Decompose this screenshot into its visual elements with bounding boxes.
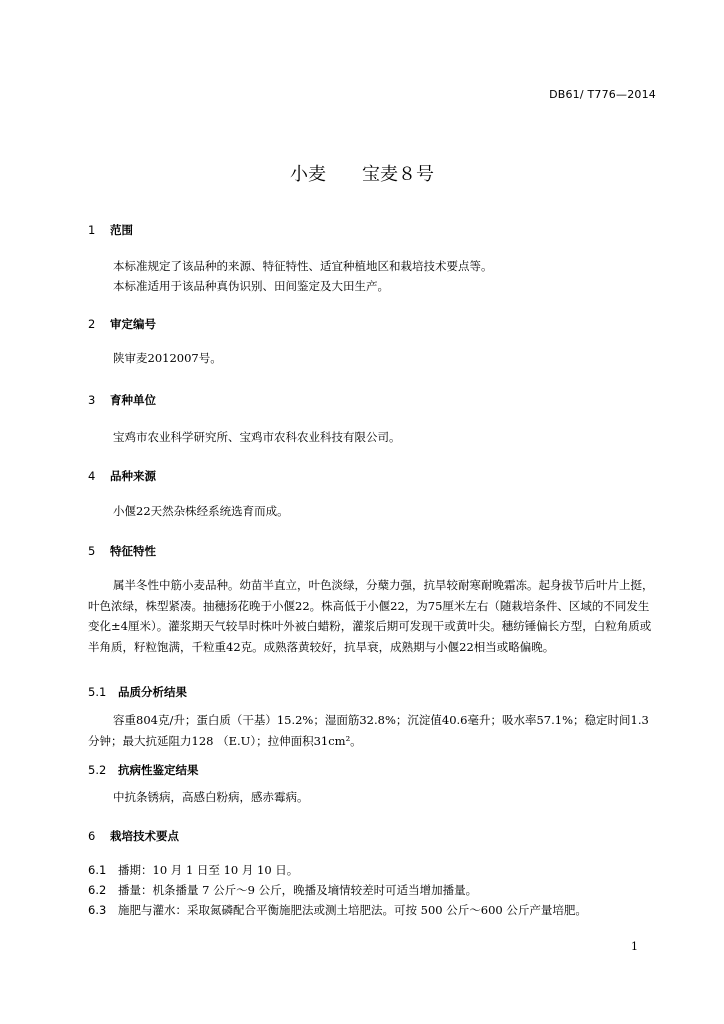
- breeding-unit-paragraph: 宝鸡市农业科学研究所、宝鸡市农科农业科技有限公司。: [113, 430, 401, 444]
- document-code: DB61/ T776—2014: [549, 88, 656, 101]
- section-heading-variety-origin: 4 品种来源: [88, 469, 156, 483]
- cultivation-item-fertilization: 6.3 施肥与灌水：采取氮磷配合平衡施肥法或测土培肥法。可按 500 公斤～600 公斤产量培肥。: [88, 903, 587, 917]
- approval-number-paragraph: 陕审麦2012007号。: [113, 351, 222, 365]
- section-heading-breeding-unit: 3 育种单位: [88, 393, 156, 407]
- scope-paragraph-2: 本标准适用于该品种真伪识别、田间鉴定及大田生产。: [113, 279, 389, 293]
- page-number: 1: [631, 940, 638, 953]
- variety-origin-paragraph: 小偃22天然杂株经系统选育而成。: [113, 504, 289, 518]
- disease-resistance-paragraph: 中抗条锈病，高感白粉病，感赤霉病。: [113, 790, 309, 804]
- quality-analysis-paragraph: 容重804克/升；蛋白质（干基）15.2%；湿面筋32.8%；沉淀值40.6毫升；吸水率57.1%；稳定时间1.3分钟；最大抗延阻力128 （E.U）；拉伸面积31cm²。: [88, 713, 649, 748]
- section-heading-approval-number: 2 审定编号: [88, 317, 156, 331]
- section-heading-cultivation: 6 栽培技术要点: [88, 829, 179, 843]
- page-title: [0, 160, 724, 186]
- title-variety: 宝麦８号: [362, 164, 434, 185]
- section-heading-characteristics: 5 特征特性: [88, 544, 156, 558]
- title-crop: 小麦: [290, 164, 326, 185]
- scope-paragraph-1: 本标准规定了该品种的来源、特征特性、适宜种植地区和栽培技术要点等。: [113, 259, 493, 273]
- characteristics-paragraph: 属半冬性中筋小麦品种。幼苗半直立，叶色淡绿，分蘖力强，抗旱较耐寒耐晚霜冻。起身拔节后叶片上挺，叶色浓绿，株型紧凑。抽穗扬花晚于小偃22。株高低于小偃22，为75厘米左右（随栽培条件、区域的不同发生变化±4厘米）。灌浆期天气较旱时株叶外被白蜡粉，灌浆后期可发现干或黄叶尖。穗纺锤偏长方型，白粒角质或半角质，籽粒饱满，千粒重42克。成熟落黄较好，抗旱衰，成熟期与小偃22相当或略偏晚。: [88, 578, 654, 654]
- cultivation-item-seeding-rate: 6.2 播量：机条播量 7 公斤～9 公斤，晚播及墒情较差时可适当增加播量。: [88, 883, 478, 897]
- cultivation-item-sowing-date: 6.1 播期：10 月 1 日至 10 月 10 日。: [88, 863, 299, 877]
- section-heading-quality-analysis: 5.1 品质分析结果: [88, 685, 187, 699]
- section-heading-disease-resistance: 5.2 抗病性鉴定结果: [88, 763, 199, 777]
- section-heading-scope: 1 范围: [88, 223, 133, 237]
